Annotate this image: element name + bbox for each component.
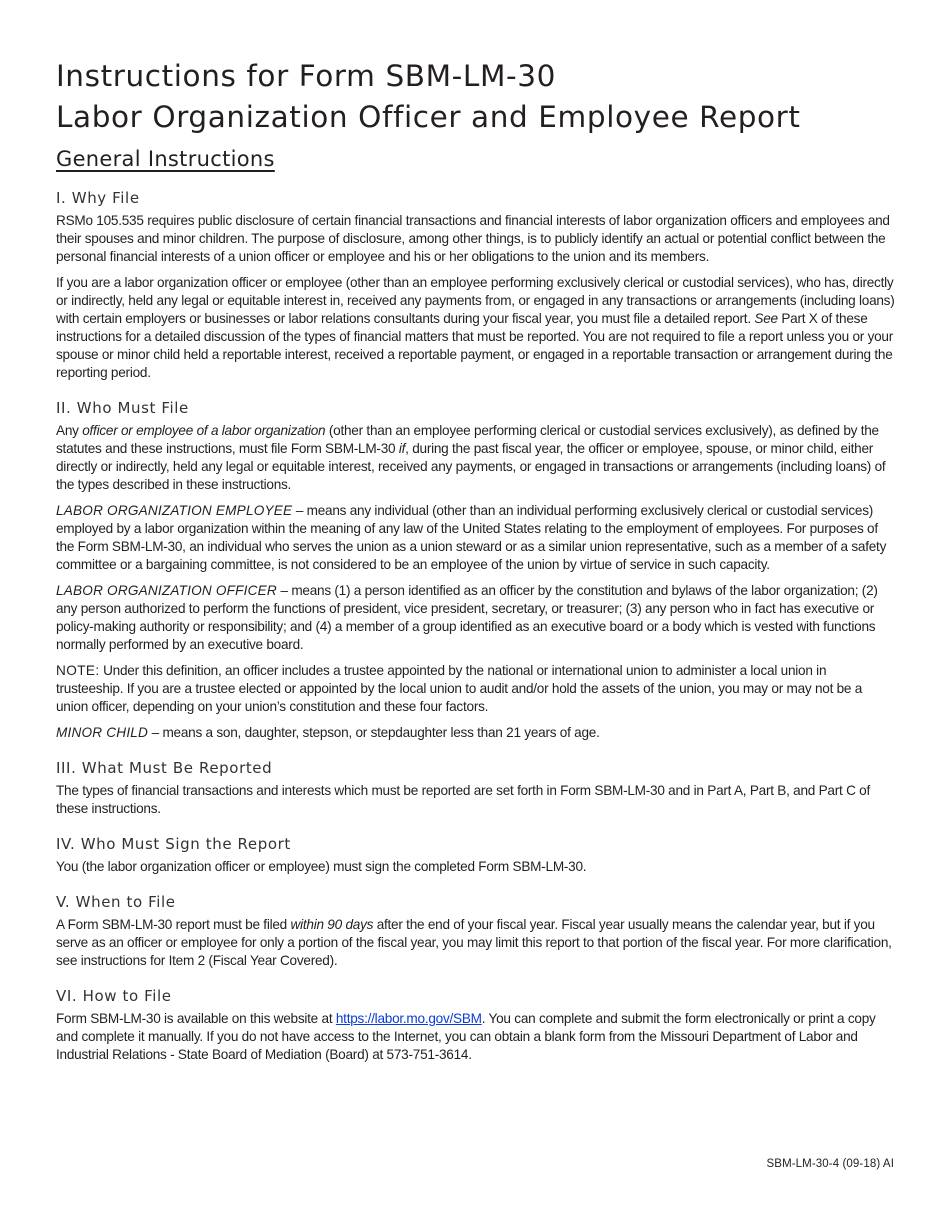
form-footer-code: SBM-LM-30-4 (09-18) AI (766, 1158, 894, 1170)
document-title (56, 56, 896, 138)
general-instructions-heading: General Instructions (56, 147, 275, 171)
section-how-file-heading: VI. How to File (56, 987, 172, 1005)
employee-definition (56, 502, 896, 574)
employee-text: – means any individual (other than an individual performing exclusively clerical or custodial services) employed by a labor organization within the meaning of any law of the United States relating to the employment of employees. For purposes of the Form SBM-LM-30, an individual who serves the union as a union steward or as a similar union representative, such as a member of a safety committee or a bargaining committee, is not considered to be an employee of the union by virtue of service in such capacity. (56, 503, 887, 572)
officer-text: – means (1) a person identified as an officer by the constitution and bylaws of the labor organization; (2) any person authorized to perform the functions of president, vice president, secretary, or treasurer; (3) any person who in fact has executive or policy-making authority or responsibility; and (4) a member of a group identified as an executive board or a body which is vested with functions normally performed by an executive board. (56, 583, 878, 652)
who-sign-paragraph: You (the labor organization officer or employee) must sign the completed Form SBM-LM-30. (56, 859, 587, 874)
section-who-sign-heading: IV. Who Must Sign the Report (56, 835, 291, 853)
title-line-2: Labor Organization Officer and Employee Report (56, 100, 801, 134)
when-p1-a: A Form SBM-LM-30 report must be filed (56, 917, 291, 932)
who-p1-if: if (398, 441, 406, 456)
minor-child-text: – means a son, daughter, stepson, or stepdaughter less than 21 years of age. (148, 725, 600, 740)
who-p1-em: officer or employee of a labor organization (82, 423, 326, 438)
employee-term: LABOR ORGANIZATION EMPLOYEE (56, 503, 293, 518)
how-file-paragraph (56, 1010, 896, 1064)
who-p1-c: , during the past fiscal year, the officer or employee, spouse, or minor child, either directly or indirectly, held any legal or equitable interest, received any payments, or engaged in transactions or arrangements (including loans) of the types described in these instructions. (56, 441, 886, 492)
why-file-p2-text-b: Part X of these instructions for a detailed discussion of the types of financial matters that must be reported. You are not required to file a report unless you or your spouse or minor child held a reportable interest, received a reportable payment, or engaged in a reportable transaction or arrangement during the reporting period. (56, 311, 894, 380)
when-p1-em: within 90 days (290, 917, 374, 932)
title-line-1: Instructions for Form SBM-LM-30 (56, 59, 556, 93)
note-text: Under this definition, an officer includes a trustee appointed by the national or international union to administer a local union in trusteeship. If you are a trustee elected or appointed by the local union to audit and/or hold the assets of the union, you may or may not be a union officer, depending on your union’s constitution and these four factors. (56, 663, 863, 714)
why-file-p2-see: See (754, 311, 778, 326)
section-who-must-file-heading: II. Who Must File (56, 399, 189, 417)
note-paragraph (56, 662, 896, 716)
section-when-file-heading: V. When to File (56, 893, 176, 911)
document-page (56, 56, 896, 1072)
when-p1-b: after the end of your fiscal year. Fiscal year usually means the calendar year, but if you serve as an officer or employee for only a portion of the fiscal year, you may limit this report to that portion of the fiscal year. For more clarification, see instructions for Item 2 (Fiscal Year Covered). (56, 917, 892, 968)
section-what-reported-heading: III. What Must Be Reported (56, 759, 273, 777)
how-p1-a: Form SBM-LM-30 is available on this website at (56, 1011, 336, 1026)
when-file-paragraph (56, 916, 896, 970)
officer-definition (56, 582, 896, 654)
why-file-paragraph-1: RSMo 105.535 requires public disclosure of certain financial transactions and financial interests of labor organization officers and employees and their spouses and minor children. The purpose of disclosure, among other things, is to publicly identify an actual or potential conflict between the personal financial interests of a union officer or employee and his or her obligations to the union and its members. (56, 213, 890, 264)
why-file-paragraph-2 (56, 274, 896, 382)
minor-child-term: MINOR CHILD (56, 725, 149, 740)
sbm-website-link[interactable]: https://labor.mo.gov/SBM (335, 1011, 482, 1026)
what-reported-paragraph: The types of financial transactions and interests which must be reported are set forth in Form SBM-LM-30 and in Part A, Part B, and Part C of these instructions. (56, 783, 871, 816)
section-why-file-heading: I. Why File (56, 189, 140, 207)
why-file-p2-text-a: If you are a labor organization officer or employee (other than an employee performing exclusively clerical or custodial services), who has, directly or indirectly, held any legal or equitable interest in, received any payments from, or engaged in any transactions or arrangements (including loans) with certain employers or businesses or labor relations consultants during your fiscal year, you must file a detailed report. (56, 275, 895, 326)
who-p1-b: (other than an employee performing clerical or custodial services exclusively), as defined by the statutes and these instructions, must file Form SBM-LM-30 (56, 423, 879, 456)
note-term: NOTE: (56, 663, 100, 678)
minor-child-definition (56, 724, 896, 742)
how-p1-b: . You can complete and submit the form electronically or print a copy and complete it manually. If you do not have access to the Internet, you can obtain a blank form from the Missouri Department of Labor and Industrial Relations - State Board of Mediation (Board) at 573-751-3614. (56, 1011, 876, 1062)
officer-term: LABOR ORGANIZATION OFFICER (56, 583, 277, 598)
who-p1-a: Any (56, 423, 83, 438)
who-must-file-paragraph (56, 422, 896, 494)
